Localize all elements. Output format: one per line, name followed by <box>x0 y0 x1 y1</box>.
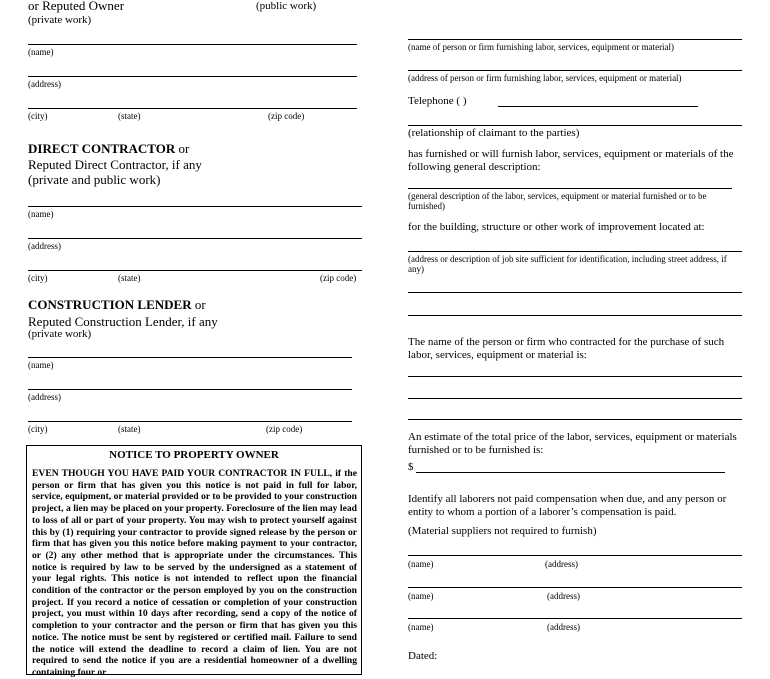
contracted-line-2[interactable] <box>408 398 742 399</box>
construction-lender-heading <box>28 297 206 312</box>
furnished-text: has furnished or will furnish labor, services, equipment or materials of the following general description: <box>408 148 734 173</box>
direct-contractor-heading <box>28 141 189 156</box>
dc-city-line[interactable] <box>28 270 362 271</box>
cl-city-line[interactable] <box>28 421 352 422</box>
dc-address-line[interactable] <box>28 238 362 239</box>
identify-text: Identify all laborers not paid compensation when due, and any person or entity to whom a portion of a laborer’s compensation is paid. <box>408 493 727 518</box>
cl-state-caption: (state) <box>118 424 141 434</box>
dc-city-caption: (city) <box>28 273 48 283</box>
claimant-name-line[interactable] <box>408 39 742 40</box>
notice-title: NOTICE TO PROPERTY OWNER <box>109 449 279 461</box>
direct-contractor-sub1: Reputed Direct Contractor, if any <box>28 157 202 172</box>
claimant-address-line[interactable] <box>408 70 742 71</box>
claimant-name-caption: (name of person or firm furnishing labor, services, equipment or material) <box>408 42 675 52</box>
general-description-line[interactable] <box>408 188 732 189</box>
cl-address-line[interactable] <box>28 389 352 390</box>
dc-state-caption: (state) <box>118 273 141 283</box>
dc-name-line[interactable] <box>28 206 362 207</box>
job-site-line[interactable] <box>408 251 742 252</box>
contracted-text: The name of the person or firm who contracted for the purchase of such labor, services, equipment or material is: <box>408 336 725 361</box>
cl-city-caption: (city) <box>28 424 48 434</box>
telephone-label: Telephone ( ) <box>408 95 467 107</box>
construction-lender-or: or <box>191 297 206 312</box>
direct-contractor-bold: DIRECT CONTRACTOR <box>28 141 176 156</box>
private-work-label: (private work) <box>28 14 92 26</box>
job-site-extra-line-1[interactable] <box>408 292 742 293</box>
cl-address-caption: (address) <box>28 392 61 402</box>
owner-city-line[interactable] <box>28 108 357 109</box>
owner-city-caption: (city) <box>28 111 48 121</box>
laborer-line-2[interactable] <box>408 587 742 588</box>
owner-address-line[interactable] <box>28 76 357 77</box>
cl-zip-caption: (zip code) <box>266 424 303 434</box>
telephone-line[interactable] <box>498 106 698 107</box>
construction-lender-sub2: (private work) <box>28 328 92 340</box>
claimant-address-caption: (address of person or firm furnishing labor, services, equipment or material) <box>408 73 682 83</box>
job-site-extra-line-2[interactable] <box>408 315 742 316</box>
laborer-name-caption-2: (name) <box>408 591 434 601</box>
laborer-name-caption-3: (name) <box>408 622 434 632</box>
laborer-address-caption-3: (address) <box>547 622 580 632</box>
relationship-line[interactable] <box>408 125 742 126</box>
owner-name-caption: (name) <box>28 47 54 57</box>
cl-name-line[interactable] <box>28 357 352 358</box>
dc-address-caption: (address) <box>28 241 61 251</box>
owner-address-caption: (address) <box>28 79 61 89</box>
dc-name-caption: (name) <box>28 209 54 219</box>
relationship-caption: (relationship of claimant to the parties) <box>408 127 580 139</box>
general-description-caption: (general description of the labor, services, equipment or material furnished or to be furnished) <box>408 191 707 211</box>
owner-name-line[interactable] <box>28 44 357 45</box>
laborer-address-caption-1: (address) <box>545 559 578 569</box>
direct-contractor-sub2: (private and public work) <box>28 172 161 187</box>
construction-lender-sub1: Reputed Construction Lender, if any <box>28 314 218 329</box>
owner-state-caption: (state) <box>118 111 141 121</box>
dated-label: Dated: <box>408 650 438 662</box>
suppliers-note: (Material suppliers not required to furnish) <box>408 525 597 537</box>
construction-lender-bold: CONSTRUCTION LENDER <box>28 297 192 312</box>
owner-zip-caption: (zip code) <box>268 111 305 121</box>
public-work-label: (public work) <box>256 0 317 12</box>
notice-body: EVEN THOUGH YOU HAVE PAID YOUR CONTRACTOR IN FULL, if the person or firm that has given you this notice is not paid in full for labor, service, equipment, or material provided or to be provided to your construction project, a lien may be placed on your property. Foreclosure of the lien may lead to loss of all or part of your property. You may wish to protect yourself against this by (1) requiring your contractor to provide signed release by the person or firm that has given you this notice before making payment to your contractor, or (2) any other method that is appropriate under the circumstances. This notice is required by law to be served by the undersigned as a statement of your legal rights. This notice is not intended to reflect upon the financial condition of the contractor or the person employed by you on the construction project. If you record a notice of cessation or completion of your construction project, you must within 10 days after recording, send a copy of the notice of completion to your contractor and the person or firm that has given you this notice. The notice must be sent by registered or certified mail. Failure to send the notice will extend the deadline to record a claim of lien. You are not required to send the notice if you are a residential homeowner of a dwelling containing four or <box>32 468 357 678</box>
estimate-amount-line[interactable] <box>416 472 725 473</box>
laborer-address-caption-2: (address) <box>547 591 580 601</box>
laborer-line-1[interactable] <box>408 555 742 556</box>
contracted-line-1[interactable] <box>408 376 742 377</box>
dc-zip-caption: (zip code) <box>320 273 357 283</box>
laborer-name-caption-1: (name) <box>408 559 434 569</box>
notice-to-property-owner-box <box>26 445 362 678</box>
job-site-caption: (address or description of job site sufficient for identification, including street address, if any) <box>408 254 727 274</box>
laborer-line-3[interactable] <box>408 618 742 619</box>
dollar-sign: $ <box>408 461 414 473</box>
cl-name-caption: (name) <box>28 360 54 370</box>
direct-contractor-or: or <box>175 141 190 156</box>
contracted-line-3[interactable] <box>408 419 742 420</box>
owner-heading: or Reputed Owner <box>28 0 125 13</box>
estimate-text: An estimate of the total price of the labor, services, equipment or materials furnished or to be furnished is: <box>408 431 737 456</box>
building-text: for the building, structure or other work of improvement located at: <box>408 221 705 233</box>
